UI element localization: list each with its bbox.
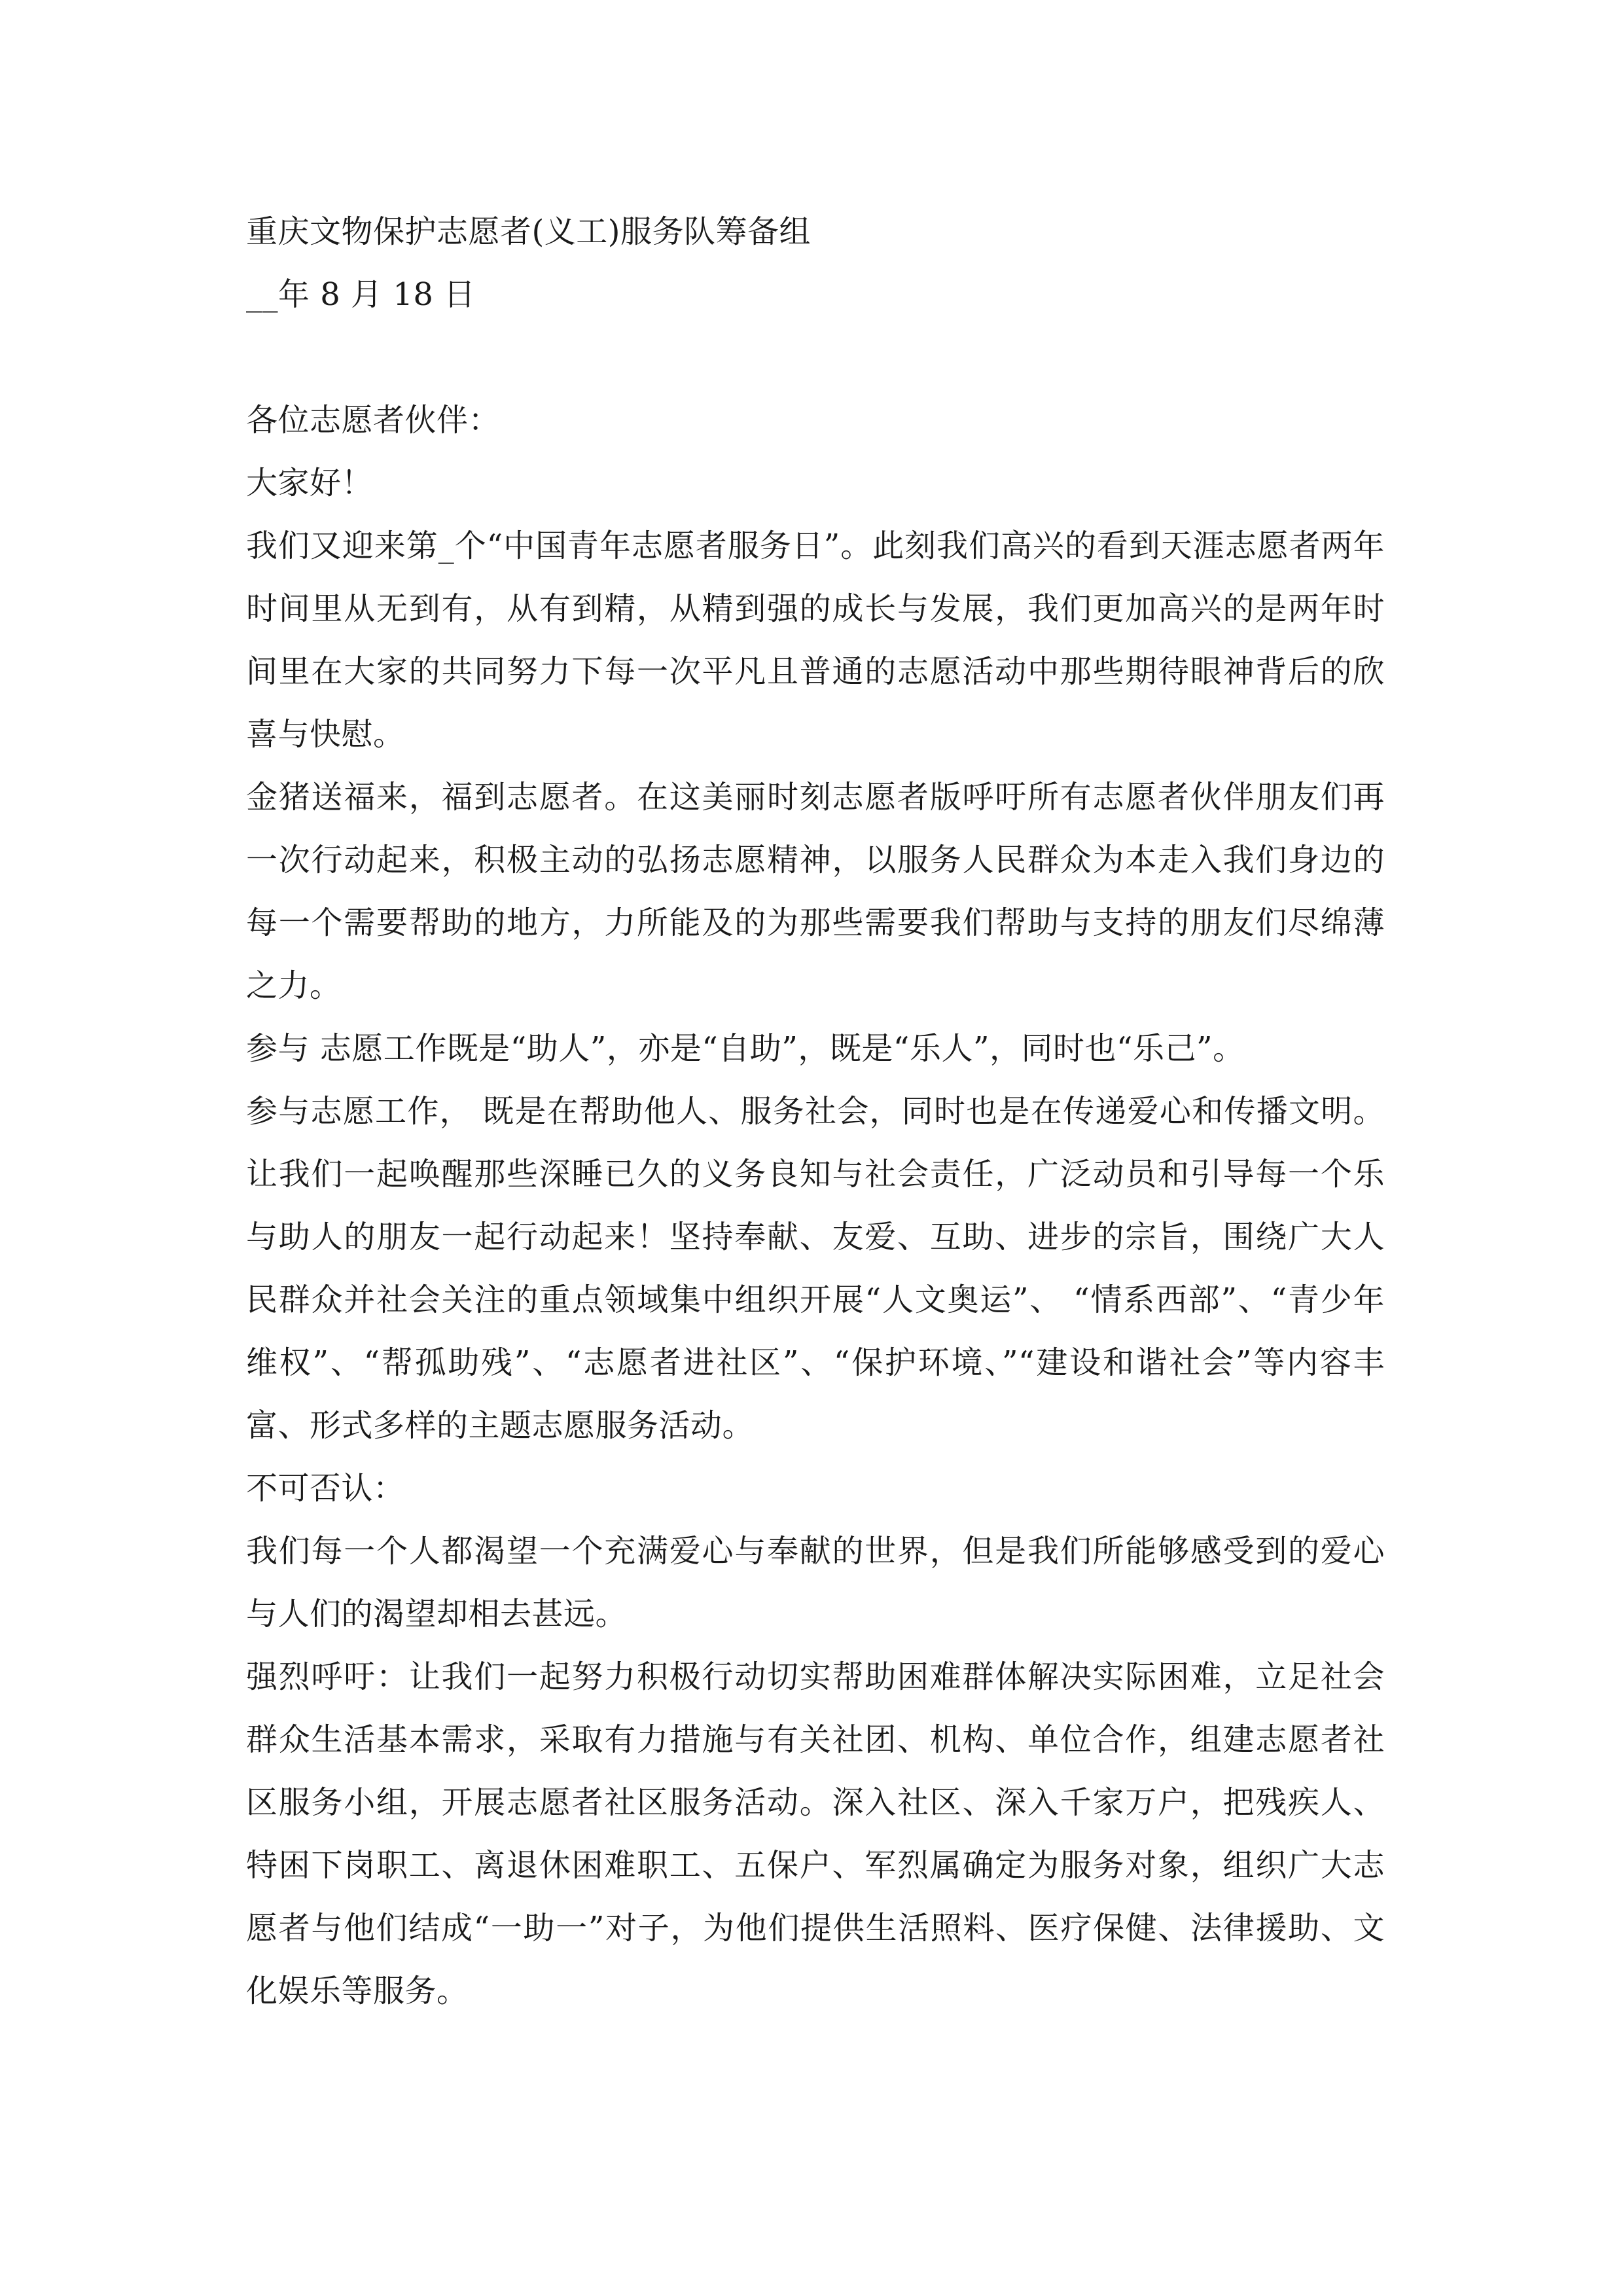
paragraph-undeniable: 不可否认： bbox=[246, 1470, 405, 1507]
paragraph-desire: 我们每一个人都渴望一个充满爱心与奉献的世界，但是我们所能够感受到的爱心与人们的渴望却相去甚远。 bbox=[246, 1533, 1385, 1632]
paragraph-volunteer-work: 参与志愿工作， 既是在帮助他人、服务社会，同时也是在传递爱心和传播文明。让我们一起唤醒那些深睡已久的义务良知与社会责任，广泛动员和引导每一个乐与助人的朋友一起行动起来！坚持奉献、友爱、互助、进步的宗旨，围绕广大人民群众并社会关注的重点领域集中组织开展“人文奥运”、 “情系西部”、“青少年维权”、“帮孤助残”、“志愿者进社区”、“保护环境、”“建设和谐社会”等内容丰富、形式多样的主题志愿服务活动。 bbox=[246, 1093, 1385, 1444]
paragraph-service-day: 我们又迎来第_个“中国青年志愿者服务日”。此刻我们高兴的看到天涯志愿者两年时间里从无到有，从有到精，从精到强的成长与发展，我们更加高兴的是两年时间里在大家的共同努力下每一次平凡且普通的志愿活动中那些期待眼神背后的欣喜与快慰。 bbox=[246, 528, 1385, 753]
organization-name: 重庆文物保护志愿者(义工)服务队筹备组 bbox=[246, 213, 811, 250]
paragraph-help-others: 参与 志愿工作既是“助人”，亦是“自助”，既是“乐人”，同时也“乐己”。 bbox=[246, 1030, 1245, 1067]
paragraph-strong-call: 强烈呼吁：让我们一起努力积极行动切实帮助困难群体解决实际困难，立足社会群众生活基本需求，采取有力措施与有关社团、机构、单位合作，组建志愿者社区服务小组，开展志愿者社区服务活动。深入社区、深入千家万户，把残疾人、特困下岗职工、离退休困难职工、五保户、军烈属确定为服务对象，组织广大志愿者与他们结成“一助一”对子，为他们提供生活照料、医疗保健、法律援助、文化娱乐等服务。 bbox=[246, 1659, 1385, 2009]
salutation: 各位志愿者伙伴： bbox=[246, 402, 501, 439]
greeting: 大家好！ bbox=[246, 465, 374, 501]
paragraph-appeal: 金猪送福来，福到志愿者。在这美丽时刻志愿者版呼吁所有志愿者伙伴朋友们再一次行动起来，积极主动的弘扬志愿精神，以服务人民群众为本走入我们身边的每一个需要帮助的地方，力所能及的为那些需要我们帮助与支持的朋友们尽绵薄之力。 bbox=[246, 779, 1385, 1004]
letter-date: __年 8 月 18 日 bbox=[246, 276, 476, 313]
